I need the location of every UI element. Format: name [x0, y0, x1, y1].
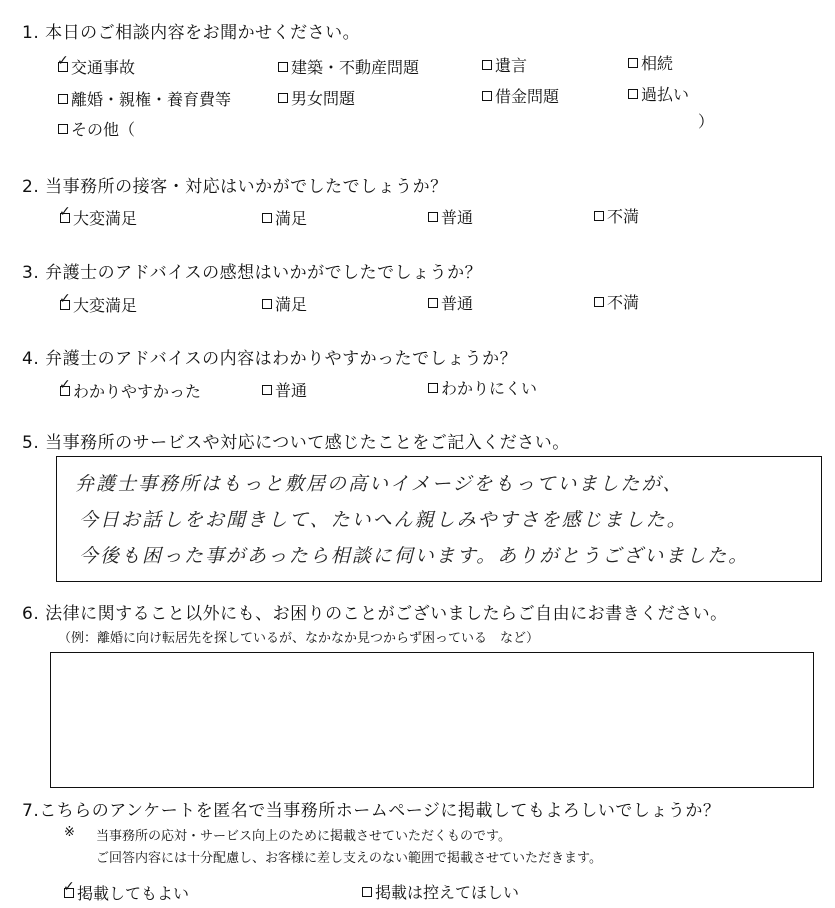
q6-answer-box[interactable] [50, 652, 814, 788]
handwritten-line-3: 今後も困った事があったら相談に伺います。ありがとうございました。 [79, 545, 750, 567]
q1-option-debt[interactable]: 借金問題 [482, 84, 559, 107]
q7-title: 7.こちらのアンケートを匿名で当事務所ホームページに掲載してもよろしいでしょうか？ [22, 801, 721, 821]
checkbox[interactable] [628, 89, 638, 99]
q7-option-decline[interactable]: 掲載は控えてほしい [362, 880, 519, 903]
q7-note-line-2: ご回答内容には十分配慮し、お客様に差し支えのない範囲で掲載させていただきます。 [96, 851, 602, 866]
checkbox[interactable] [428, 383, 438, 393]
q7-option-allow[interactable]: ✓ 掲載してもよい [63, 878, 190, 903]
check-mark-icon: ✓ [59, 290, 71, 307]
checkbox[interactable] [482, 60, 492, 70]
checkbox[interactable] [59, 290, 71, 310]
q7-note-line-1: 当事務所の応対・サービス向上のために掲載させていただくものです。 [96, 829, 511, 844]
q2-option-dissatisfied[interactable]: 不満 [594, 204, 639, 227]
q1-option-relationship[interactable]: 男女問題 [278, 86, 355, 109]
check-mark-icon: ✓ [59, 203, 71, 220]
q1-option-overpayment[interactable]: 過払い [628, 82, 689, 105]
checkbox[interactable] [58, 94, 68, 104]
checkbox[interactable] [594, 297, 604, 307]
checkbox[interactable] [278, 62, 288, 72]
checkbox[interactable] [59, 203, 71, 223]
q1-option-inheritance[interactable]: 相続 [628, 51, 673, 74]
q1-option-construction[interactable]: 建築・不動産問題 [278, 55, 419, 78]
q6-title: 6. 法律に関すること以外にも、お困りのことがございましたらご自由にお書きください。 [22, 604, 728, 624]
q4-option-hard[interactable]: わかりにくい [428, 376, 537, 399]
q2-option-normal[interactable]: 普通 [428, 205, 473, 228]
q3-title: 3. 弁護士のアドバイスの感想はいかがでしたでしょうか？ [22, 263, 483, 283]
checkbox[interactable] [262, 299, 272, 309]
q1-option-divorce[interactable]: 離婚・親権・養育費等 [58, 87, 231, 110]
q3-option-dissatisfied[interactable]: 不満 [594, 290, 639, 313]
handwritten-line-2: 今日お話しをお聞きして、たいへん親しみやすさを感じました。 [79, 509, 688, 531]
q2-option-satisfied[interactable]: 満足 [262, 206, 307, 229]
check-mark-icon: ✓ [63, 878, 75, 895]
q4-option-normal[interactable]: 普通 [262, 378, 307, 401]
q2-option-very-satisfied[interactable]: ✓ 大変満足 [59, 203, 138, 228]
check-mark-icon: ✓ [57, 52, 69, 69]
checkbox[interactable] [63, 878, 75, 898]
q3-option-very-satisfied[interactable]: ✓ 大変満足 [59, 290, 138, 315]
q5-answer-box[interactable] [56, 456, 822, 582]
q1-title: 1. 本日のご相談内容をお聞かせください。 [22, 23, 361, 43]
checkbox[interactable] [278, 93, 288, 103]
checkbox[interactable] [428, 298, 438, 308]
q1-option-other[interactable]: その他（ [58, 117, 135, 140]
checkbox[interactable] [594, 211, 604, 221]
q4-title: 4. 弁護士のアドバイスの内容はわかりやすかったでしょうか？ [22, 349, 518, 369]
handwritten-line-1: 弁護士事務所はもっと敷居の高いイメージをもっていましたが、 [75, 473, 684, 495]
q1-other-close-paren: ） [698, 112, 715, 131]
q1-option-will[interactable]: 遺言 [482, 53, 527, 76]
q3-option-normal[interactable]: 普通 [428, 291, 473, 314]
check-mark-icon: ✓ [59, 376, 71, 393]
q3-option-satisfied[interactable]: 満足 [262, 292, 307, 315]
checkbox[interactable] [57, 52, 69, 72]
checkbox[interactable] [628, 58, 638, 68]
q4-option-easy[interactable]: ✓ わかりやすかった [59, 376, 202, 401]
q7-note-mark: ※ [64, 825, 75, 840]
checkbox[interactable] [262, 385, 272, 395]
q6-example: （例：離婚に向け転居先を探しているが、なかなか見つからず困っている など） [58, 631, 540, 646]
q5-title: 5. 当事務所のサービスや対応について感じたことをご記入ください。 [22, 433, 570, 453]
checkbox[interactable] [262, 213, 272, 223]
q1-option-traffic[interactable]: ✓ 交通事故 [57, 52, 136, 77]
checkbox[interactable] [362, 887, 372, 897]
checkbox[interactable] [58, 124, 68, 134]
q2-title: 2. 当事務所の接客・対応はいかがでしたでしょうか？ [22, 177, 448, 197]
checkbox[interactable] [482, 91, 492, 101]
checkbox[interactable] [428, 212, 438, 222]
checkbox[interactable] [59, 376, 71, 396]
